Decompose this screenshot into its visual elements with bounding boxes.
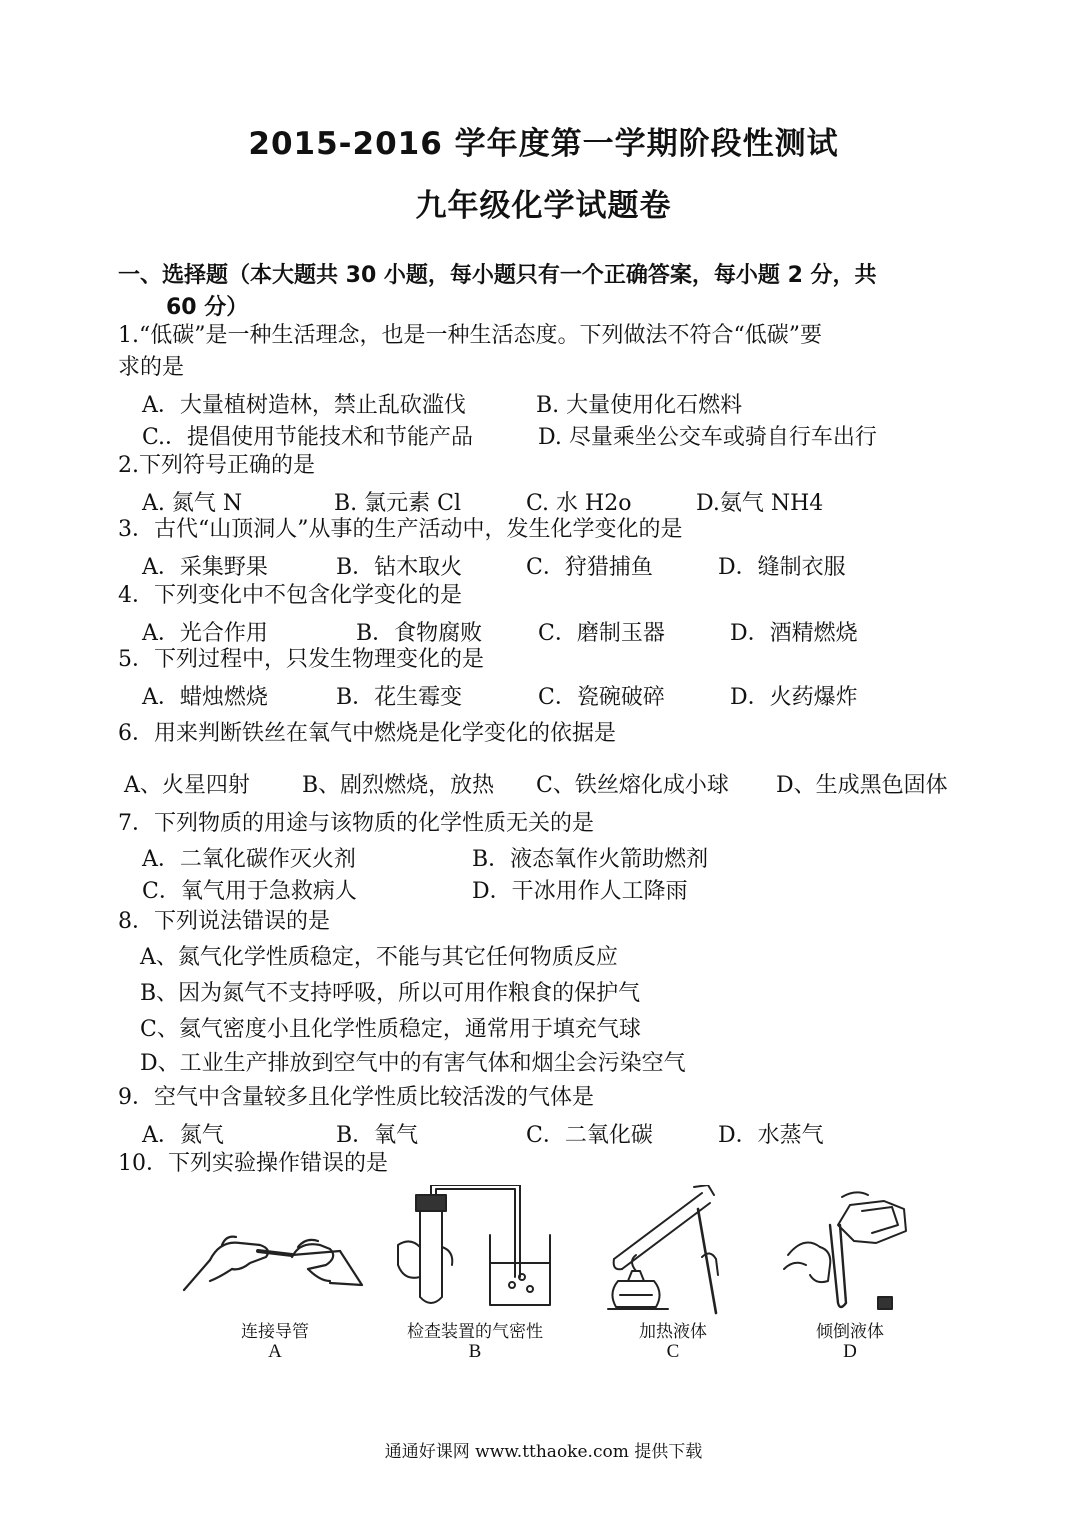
option: D、生成黑色固体 [776, 773, 948, 798]
option: B．花生霉变 [336, 685, 463, 710]
footer-source: 通通好课网 www.tthaoke.com 提供下载 [384, 1442, 703, 1462]
option: D．缝制衣服 [718, 555, 846, 580]
figure-a [180, 1185, 370, 1375]
question-1-stem: 1.“低碳”是一种生活理念，也是一种生活态度。下列做法不符合“低碳”要 [118, 323, 822, 348]
figure-caption: 连接导管 [241, 1322, 309, 1342]
option: D.氨气 NH4 [696, 491, 824, 516]
option: A、氮气化学性质稳定，不能与其它任何物质反应 [140, 945, 618, 970]
question-6-stem: 6．用来判断铁丝在氧气中燃烧是化学变化的依据是 [118, 721, 616, 746]
option: D、工业生产排放到空气中的有害气体和烟尘会污染空气 [140, 1051, 686, 1076]
airtightness-apparatus-illustration [390, 1185, 560, 1315]
option: A．二氧化碳作灭火剂 [142, 847, 356, 872]
question-9-stem: 9．空气中含量较多且化学性质比较活泼的气体是 [118, 1085, 594, 1110]
option: B．食物腐败 [356, 621, 483, 646]
figure-d [780, 1185, 920, 1375]
option: C．二氧化碳 [526, 1123, 653, 1148]
option: A、火星四射 [124, 773, 250, 798]
question-2-stem: 2.下列符号正确的是 [118, 453, 315, 478]
hands-connecting-tube-illustration [180, 1185, 370, 1315]
option: C．狩猎捕鱼 [526, 555, 653, 580]
option: C．氧气用于急救病人 [142, 879, 357, 904]
option: B．氧气 [336, 1123, 419, 1148]
figure-letter: B [468, 1341, 482, 1362]
exam-title: 2015-2016 学年度第一学期阶段性测试 [248, 126, 839, 162]
option: A．氮气 [142, 1123, 224, 1148]
option: C、氦气密度小且化学性质稳定，通常用于填充气球 [140, 1017, 641, 1042]
option: D．火药爆炸 [730, 685, 858, 710]
option: C. 水 H2o [526, 491, 632, 516]
option: A．大量植树造林，禁止乱砍滥伐 [142, 393, 466, 418]
question-3-stem: 3．古代“山顶洞人”从事的生产活动中，发生化学变化的是 [118, 517, 683, 542]
option: A．蜡烛燃烧 [142, 685, 268, 710]
question-5-stem: 5．下列过程中，只发生物理变化的是 [118, 647, 484, 672]
option: B、剧烈燃烧，放热 [302, 773, 495, 798]
question-10-stem: 10．下列实验操作错误的是 [118, 1151, 388, 1176]
exam-subtitle: 九年级化学试题卷 [415, 188, 672, 224]
option: B．液态氧作火箭助燃剂 [472, 847, 709, 872]
heating-liquid-illustration [598, 1185, 748, 1315]
option: D．酒精燃烧 [730, 621, 858, 646]
option: A．光合作用 [142, 621, 268, 646]
option: B. 氯元素 Cl [334, 491, 462, 516]
option: A．采集野果 [142, 555, 268, 580]
figure-caption: 加热液体 [639, 1322, 707, 1342]
option: C.．提倡使用节能技术和节能产品 [142, 425, 474, 450]
section-heading-cont: 60 分） [166, 295, 249, 320]
option: B、因为氮气不支持呼吸，所以可用作粮食的保护气 [140, 981, 641, 1006]
figure-c [598, 1185, 748, 1375]
question-1-stem-cont: 求的是 [118, 355, 185, 380]
section-heading: 一、选择题（本大题共 30 小题，每小题只有一个正确答案，每小题 2 分，共 [118, 263, 877, 288]
question-8-stem: 8．下列说法错误的是 [118, 909, 330, 934]
pouring-liquid-illustration [780, 1185, 920, 1315]
figure-caption: 检查装置的气密性 [407, 1322, 543, 1342]
figure-b [390, 1185, 560, 1375]
option: B．钻木取火 [336, 555, 463, 580]
option: C．瓷碗破碎 [538, 685, 665, 710]
option: C．磨制玉器 [538, 621, 665, 646]
figure-letter: D [843, 1341, 857, 1362]
figure-letter: A [268, 1341, 282, 1362]
option: D．干冰用作人工降雨 [472, 879, 688, 904]
figure-letter: C [666, 1341, 680, 1362]
option: D. 尽量乘坐公交车或骑自行车出行 [538, 425, 877, 450]
option: C、铁丝熔化成小球 [536, 773, 729, 798]
question-7-stem: 7．下列物质的用途与该物质的化学性质无关的是 [118, 811, 594, 836]
option: A. 氮气 N [142, 491, 243, 516]
figure-caption: 倾倒液体 [816, 1322, 884, 1342]
option: B. 大量使用化石燃料 [536, 393, 743, 418]
question-4-stem: 4．下列变化中不包含化学变化的是 [118, 583, 462, 608]
option: D．水蒸气 [718, 1123, 824, 1148]
